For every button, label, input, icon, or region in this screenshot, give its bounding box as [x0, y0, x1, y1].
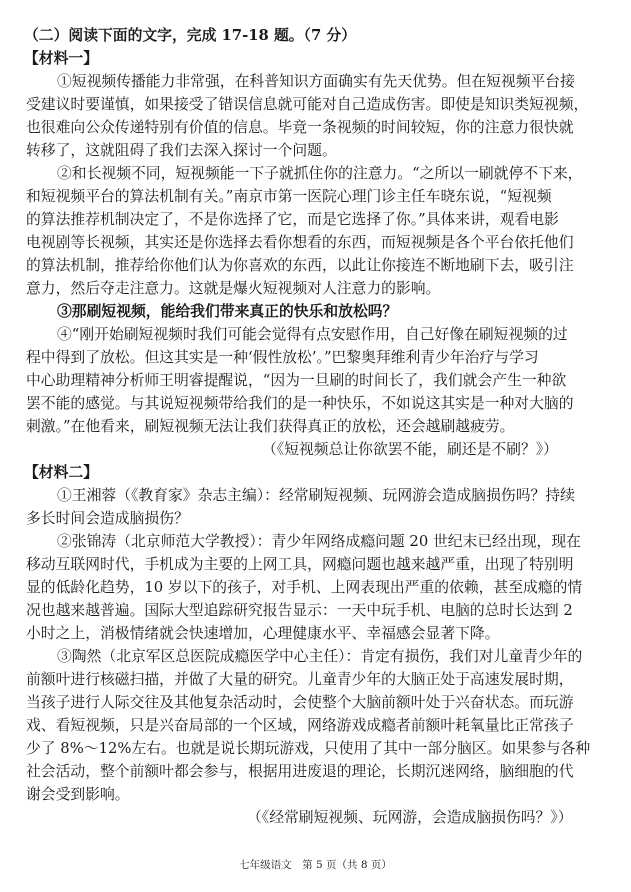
material-one-para-1: 受建议时要谨慎，如果接受了错误信息就可能对自己造成伤害。即使是知识类短视频， — [26, 96, 589, 113]
material-one-para-1: 也很难向公众传递特别有价值的信息。毕竟一条视频的时间较短，你的注意力很快就 — [26, 119, 574, 136]
material-two-para-3: 前额叶进行核磁扫描，并做了大量的研究。儿童青少年的大脑正处于高速发展时期， — [26, 671, 574, 688]
material-one-para-4: 刺激。”在他看来，刷短视频无法让我们获得真正的放松，还会越刷越疲劳。 — [26, 418, 515, 435]
material-one-para-2: ②和长视频不同，短视频能一下子就抓住你的注意力。“之所以一刷就停不下来， — [57, 165, 583, 182]
material-one-para-4: 罢不能的感觉。与其说短视频带给我们的是一种快乐，不如说这其实是一种对大脑的 — [26, 395, 574, 412]
material-two-para-3: 当孩子进行人际交往及其他复杂活动时，会使整个大脑前额叶处于兴奋状态。而玩游 — [26, 694, 574, 711]
material-two-source: （《经常刷短视频、玩网游，会造成脑损伤吗？》） — [247, 809, 573, 826]
material-two-para-3: 谢会受到影响。 — [26, 786, 130, 803]
material-two-para-2: 况也越来越普遍。国际大型追踪研究报告显示：一天中玩手机、电脑的总时长达到 2 — [26, 602, 573, 619]
material-one-para-2: 和短视频平台的算法机制有关。”南京市第一医院心理门诊主任车晓东说，“短视频 — [26, 188, 552, 205]
material-one-para-3: ③那刷短视频，能给我们带来真正的快乐和放松吗？ — [57, 303, 398, 320]
section-heading: （二）阅读下面的文字，完成 17-18 题。（7 分） — [24, 27, 357, 44]
page-footer: 七年级语文 第 5 页（共 8 页） — [239, 859, 392, 871]
material-two-para-3: 社会活动，整个前额叶都会参与，根据用进废退的理论，长期沉迷网络，脑细胞的代 — [26, 763, 574, 780]
material-one-label: 【材料一】 — [24, 50, 98, 67]
material-one-para-4: ④“刚开始刷短视频时我们可能会觉得有点安慰作用，自己好像在刷短视频的过 — [57, 326, 568, 343]
material-two-label: 【材料二】 — [24, 464, 98, 481]
material-two-para-2: ②张锦涛（北京师范大学教授）：青少年网络成瘾问题 20 世纪末已经出现，现在 — [57, 533, 581, 550]
material-two-para-3: 少了 8%～12%左右。也就是说长期玩游戏，只使用了其中一部分脑区。如果参与各种 — [26, 740, 591, 757]
material-two-para-2: 小时之上，消极情绪就会快速增加，心理健康水平、幸福感会显著下降。 — [26, 625, 500, 642]
material-two-para-2: 显的低龄化趋势，10 岁以下的孩子，对手机、上网表现出严重的依赖，甚至成瘾的情 — [26, 579, 583, 596]
material-one-para-2: 的算法推荐机制决定了，不是你选择了它，而是它选择了你。”具体来讲，观看电影 — [26, 211, 559, 228]
material-one-para-4: 中心助理精神分析师王明睿提醒说，“因为一旦刷的时间长了，我们就会产生一种欲 — [26, 372, 567, 389]
material-one-para-2: 意力，然后夺走注意力。这就是爆火短视频对人注意力的影响。 — [26, 280, 441, 297]
material-two-para-2: 移动互联网时代，手机成为主要的上网工具，网瘾问题也越来越严重，出现了特别明 — [26, 556, 574, 573]
material-two-para-1: 多长时间会造成脑损伤？ — [26, 510, 189, 527]
material-one-para-2: 电视剧等长视频，其实还是你选择去看你想看的东西，而短视频是各个平台依托他们 — [26, 234, 574, 251]
material-one-para-1: 转移了，这就阻碍了我们去深入探讨一个问题。 — [26, 142, 337, 159]
material-two-para-3: 戏、看短视频，只是兴奋局部的一个区域，网络游戏成瘾者前额叶耗氧量比正常孩子 — [26, 717, 574, 734]
material-one-source: （《短视频总让你欲罢不能，刷还是不刷？》） — [262, 441, 558, 458]
material-one-para-2: 的算法机制，推荐给你他们认为你喜欢的东西，以此让你接连不断地刷下去，吸引注 — [26, 257, 574, 274]
material-two-para-1: ①王湘蓉（《教育家》杂志主编）：经常刷短视频、玩网游会造成脑损伤吗？持续 — [57, 487, 575, 504]
material-two-para-3: ③陶然（北京军区总医院成瘾医学中心主任）：肯定有损伤，我们对儿童青少年的 — [57, 648, 583, 665]
material-one-para-1: ①短视频传播能力非常强，在科普知识方面确实有先天优势。但在短视频平台接 — [57, 73, 575, 90]
material-one-para-4: 程中得到了放松。但这其实是一种‘假性放松’。”巴黎奥拜维利青少年治疗与学习 — [26, 349, 539, 366]
